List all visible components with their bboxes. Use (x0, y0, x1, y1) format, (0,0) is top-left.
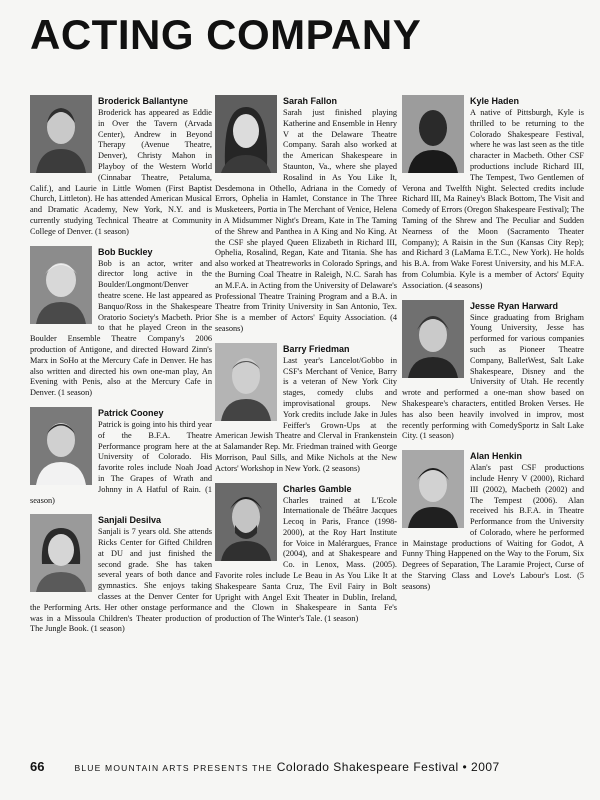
bio-entry (30, 407, 212, 506)
bio-entry (30, 246, 212, 399)
actor-bio: Patrick is going into his third year of the B.F.A. Theatre Performance program here at the University of Colorado. His favorite roles include Noah Joad in The Grapes of Wrath and Johnny in A Hatful of Rain. (1 season) (30, 419, 212, 505)
headshot-photo (30, 246, 92, 324)
actor-bio: Alan's past CSF productions include Henry V (2000), Richard III (2002), Macbeth (2002) and The Tempest (2006). Alan received his B.F.A. in Theatre Performance from the University of Colorado, where he performed in Mainstage productions of Waiting for Godot, A Funny Thing Happened on the Way to the Forum, Six Degrees of Separation, The Laramie Project, Curse of the Starving Class and Love's Labour's Lost. (5 seasons) (402, 463, 584, 591)
bio-entry (30, 95, 212, 238)
bio-entry (215, 343, 397, 475)
column-2 (215, 95, 397, 633)
actor-name: Barry Friedman (283, 343, 350, 354)
actor-name: Jesse Ryan Harward (470, 300, 559, 311)
actor-name: Kyle Haden (470, 96, 520, 106)
headshot-photo (402, 450, 464, 528)
headshot-photo (402, 95, 464, 173)
headshot-photo (215, 95, 277, 173)
page-footer (30, 759, 580, 774)
footer-presenter: BLUE MOUNTAIN ARTS PRESENTS THE (74, 763, 273, 773)
actor-bio: Charles trained at L'Ecole Internationale de Théâtre Jacques Lecoq in Paris, France (1998-2000), at the Roy Hart Institute for Voice in Malérargues, France (2004), and at Shakespeare and Co. in Lenox, Mass. (2005). Favorite roles include Le Beau in As You Like It at Shakespeare Santa Cruz, The Evil Fairy in Bolt Upright with Angel Exit Theater in Dublin, Ireland, and the Clown in Shakespeare in Santa Fe's production of The Winter's Tale. (1 season) (215, 495, 397, 624)
actor-name: Sarah Fallon (283, 96, 338, 106)
actor-name: Charles Gamble (283, 483, 352, 494)
headshot-photo (215, 483, 277, 561)
actor-bio: Since graduating from Brigham Young University, Jesse has performed for various companies such as Pioneer Theatre Company, BalletWest, Salt Lake Shakespeare, Disney and the University of Utah. He recently wrote and performed a one-man show based on Shakespeare's characters, entitled Broken Verses. He has also been heavily involved in improv, most recently performing with ComedySportz in Salt Lake City. (1 season) (402, 312, 584, 441)
actor-bio: A native of Pittsburgh, Kyle is thrilled to be returning to the Colorado Shakespeare Festival, where he was last seen as the title character in Macbeth. Other CSF productions include Richard III, The Tempest, Two Gentlemen of Verona and Twelfth Night. Selected credits include Richard III, Ma Rainey's Black Bottom, The Visit and Comedy of Errors (Oregon Shakespeare Festival); The Taming of the Shrew and The Peculiar and Sudden Nearness of the Moon (Sacramento Theater Company); A Raisin in the Sun (Kansas City Rep); and Richard 3 (LaMama E.T.C., New York). He holds his B.A. from Wake Forest University, and his M.F.A. from Columbia. Kyle is a member of Actors' Equity Association. (4 seasons) (402, 108, 584, 290)
actor-name: Alan Henkin (470, 451, 523, 462)
actor-name: Sanjali Desilva (98, 515, 162, 526)
column-3 (402, 95, 584, 601)
page-number: 66 (30, 759, 45, 774)
bio-entry (402, 300, 584, 443)
bio-entry (402, 450, 584, 593)
headshot-photo (30, 514, 92, 592)
actor-name: Bob Buckley (98, 246, 153, 257)
headshot-photo (30, 95, 92, 173)
bio-entry (402, 95, 584, 292)
page-title: ACTING COMPANY (30, 11, 422, 58)
actor-bio: Last year's Lancelot/Gobbo in CSF's Merchant of Venice, Barry is a veteran of New York City stages, comedy clubs and improvisational groups. New York credits include Jake in Jules Feiffer's Grown-Ups at the American Jewish Theatre and Clerval in Frankenstein at Salamander Rep. Mr. Friedman trained with George Morrison, Paul Sills, and Mike Nichols at the New Actors' Workshop in New York. (2 seasons) (215, 355, 397, 473)
headshot-photo (402, 300, 464, 378)
actor-bio: Broderick has appeared as Eddie in Over the Tavern (Arvada Center), Andrew in Beyond Therapy (Avenue Theatre, Denver), Christy Mahon in Playboy of the Western World (Cinnabar Theatre, Petaluma, Calif.), and Laurie in Little Women (First Baptist Church, Littleton). He has attended American Musical and Dramatic Academy, New York, N.Y. and is currently studying Technical Theatre at Community College of Denver. (1 season) (30, 108, 212, 236)
actor-bio: Sarah just finished playing Katherine and Ensemble in Henry V at the Delaware Theatre Company. Sarah also worked at the American Shakespeare in Staunton, Va., where she played Rosalind in As You Like It, Desdemona in Othello, Adriana in the Comedy of Errors, Ophelia in Hamlet, Constance in The Three Musketeers, Portia in The Merchant of Venice, Helena in A Midsummer Night's Dream, Kate in The Taming of the Shrew and Panthea in A King and No King. At the CSF she played Queen Elizabeth in Richard III, Ophelia, Rosalind, Regan, Kate and Titania. She has also worked at Theatreworks in Colorado Springs, and the Burning Coal Theatre in Raleigh, N.C. Sarah has an M.F.A. in Acting from the University of Delaware's Professional Theatre Training Program and a B.A. in Theatre from Trinity University in San Antonio, Tex. She is a member of Actors' Equity Association. (4 seasons) (215, 108, 397, 333)
actor-name: Patrick Cooney (98, 407, 164, 418)
headshot-photo (215, 343, 277, 421)
actor-bio: Bob is an actor, writer and director long active in the Boulder/Longmont/Denver theatre scene. He last appeared as Banquo/Ross in the Shakespeare Oratorio Society's Macbeth. Prior to that he played Creon in the Boulder Ensemble Theatre Company's 2006 production of Antigone, and directed Howard Zinn's Marx in SoHo at the Mercury Cafe in Denver. He has also written and directed his own one-man play, An Evening with Penis, also at the Mercury Cafe in Denver. (1 season) (30, 258, 212, 398)
footer-festival: Colorado Shakespeare Festival • 2007 (276, 760, 500, 774)
bio-entry (215, 95, 397, 335)
column-1 (30, 95, 212, 643)
bio-entry (30, 514, 212, 635)
headshot-photo (30, 407, 92, 485)
actor-bio: Sanjali is 7 years old. She attends Ricks Center for Gifted Children at DU and just finished the second grade. She has taken several years of both dance and gymnastics. She enjoys taking classes at the Denver Center for the Performing Arts. Her other onstage performance was in a Missoula Children's Theater production of The Jungle Book. (1 season) (30, 527, 212, 634)
actor-name: Broderick Ballantyne (98, 96, 189, 106)
bio-entry (215, 483, 397, 626)
